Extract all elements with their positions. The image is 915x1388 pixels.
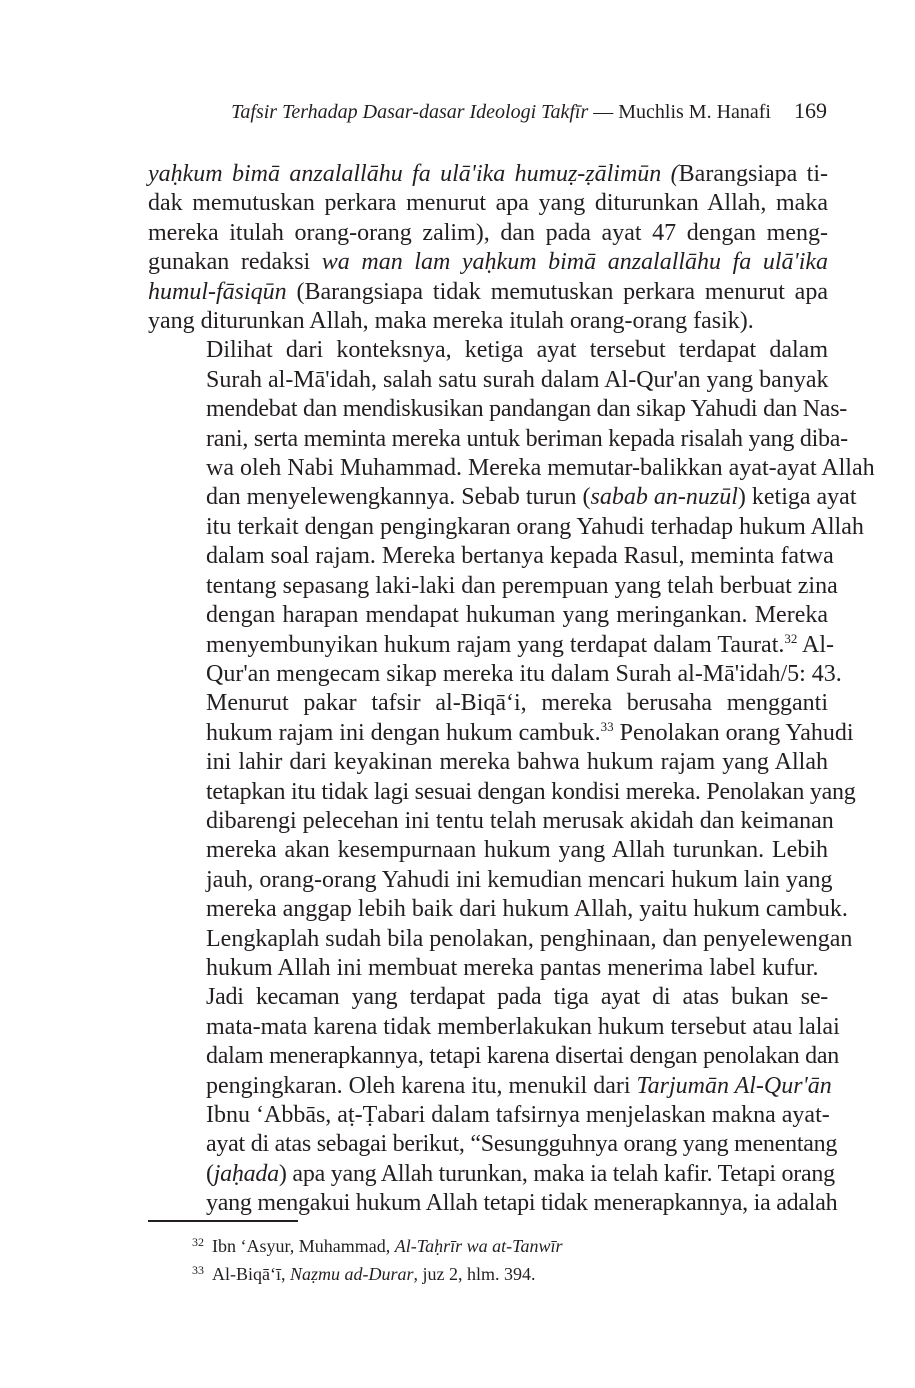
- footnote-number: 32: [192, 1235, 204, 1249]
- text-line: [148, 160, 828, 189]
- text-run: , juz 2, hlm. 394.: [413, 1264, 536, 1284]
- text-run: Dilihat dari konteksnya, ketiga ayat tersebut terdapat dalam: [206, 337, 828, 364]
- text-run: dengan harapan mendapat hukuman yang meringankan. Mereka: [206, 602, 828, 629]
- text-run: mereka anggap lebih baik dari hukum Allah, yaitu hukum cambuk.: [206, 896, 848, 923]
- text-line: [148, 1072, 832, 1101]
- running-head: [148, 98, 827, 124]
- text-run: dalam soal rajam. Mereka bertanya kepada Rasul, meminta fatwa: [206, 543, 834, 570]
- italic-text: wa man lam yaḥkum bimā anzalallāhu fa ulā'ika: [321, 249, 829, 276]
- text-run: ini lahir dari keyakinan mereka bahwa hukum rajam yang Allah: [206, 749, 828, 776]
- text-run: (: [206, 1160, 214, 1187]
- text-line: [148, 219, 828, 248]
- text-line: [148, 1160, 835, 1189]
- text-run: Al-: [797, 631, 835, 658]
- italic-text: Al-Taḥrīr wa at-Tanwīr: [394, 1236, 563, 1256]
- footnote-reference: 33: [600, 718, 614, 734]
- text-run: hukum rajam ini dengan hukum cambuk.: [206, 719, 601, 746]
- italic-text: humul-fāsiqūn: [148, 278, 287, 305]
- text-run: pengingkaran. Oleh karena itu, menukil dari: [206, 1072, 637, 1099]
- text-run: yang diturunkan Allah, maka mereka itulah orang-orang fasik).: [148, 308, 754, 335]
- text-run: rani, serta meminta mereka untuk beriman kepada risalah yang diba-: [206, 425, 848, 452]
- text-run: ) apa yang Allah turunkan, maka ia telah kafir. Tetapi orang: [278, 1160, 835, 1187]
- paragraph: [148, 983, 840, 1218]
- italic-text: yaḥkum bimā anzalallāhu fa ulā'ika humuẓ-ẓālimūn (: [148, 161, 679, 187]
- text-line: [148, 1101, 828, 1130]
- paragraph: [148, 336, 875, 689]
- page-number: 169: [794, 98, 827, 123]
- text-run: dibarengi pelecehan ini tentu telah merusak akidah dan keimanan: [206, 807, 834, 834]
- text-line: [148, 542, 834, 571]
- text-line: [148, 1130, 838, 1159]
- book-title: Tafsir Terhadap Dasar-dasar Ideologi Takfīr: [231, 101, 589, 123]
- text-line: [148, 189, 828, 218]
- text-run: dan menyelewengkannya. Sebab turun (: [206, 484, 591, 511]
- text-run: ayat di atas sebagai berikut, “Sesungguhnya orang yang menentang: [206, 1131, 838, 1158]
- text-run: Ibn ‘Asyur, Muhammad,: [212, 1236, 395, 1256]
- text-line: [148, 307, 828, 336]
- footnote: [192, 1258, 563, 1286]
- text-line: [148, 395, 848, 424]
- footnote: [192, 1230, 563, 1258]
- text-line: [148, 748, 828, 777]
- body-text: [148, 160, 875, 1219]
- text-run: wa oleh Nabi Muhammad. Mereka memutar-balikkan ayat-ayat Allah: [206, 455, 875, 482]
- text-line: [148, 866, 833, 895]
- text-run: Menurut pakar tafsir al-Biqā‘i, mereka berusaha mengganti: [206, 690, 828, 717]
- text-line: [148, 689, 828, 718]
- text-line: [148, 778, 856, 807]
- text-line: [148, 895, 848, 924]
- text-run: Barangsiapa ti-: [678, 161, 828, 187]
- text-line: [148, 454, 875, 483]
- text-line: [148, 807, 834, 836]
- footnote-separator: [148, 1220, 298, 1222]
- footnote-number: 33: [192, 1263, 204, 1277]
- paragraph: [148, 160, 828, 336]
- italic-text: sabab an-nuzūl: [590, 484, 738, 511]
- text-line: [148, 954, 828, 983]
- text-run: mereka itulah orang-orang zalim), dan pada ayat 47 dengan meng-: [148, 219, 828, 246]
- italic-text: Tarjumān Al-Qur'ān: [636, 1072, 832, 1099]
- paragraph: [148, 689, 856, 983]
- text-line: [148, 248, 828, 277]
- text-run: mendebat dan mendiskusikan pandangan dan sikap Yahudi dan Nas-: [206, 396, 848, 423]
- text-run: jauh, orang-orang Yahudi ini kemudian mencari hukum lain yang: [206, 866, 833, 893]
- text-run: gunakan redaksi: [148, 249, 322, 276]
- text-line: [148, 601, 828, 630]
- text-run: menyembunyikan hukum rajam yang terdapat dalam Taurat.: [206, 631, 785, 658]
- text-run: tetapkan itu tidak lagi sesuai dengan kondisi mereka. Penolakan yang: [206, 778, 856, 805]
- text-line: [148, 1013, 840, 1042]
- text-line: [148, 718, 854, 748]
- text-run: Al-Biqā‘ī,: [212, 1264, 290, 1284]
- text-line: [148, 836, 828, 865]
- text-run: dalam menerapkannya, tetapi karena disertai dengan penolakan dan: [206, 1043, 840, 1070]
- text-run: hukum Allah ini membuat mereka pantas menerima label kufur.: [206, 954, 819, 981]
- author-name: — Muchlis M. Hanafi: [593, 101, 771, 123]
- text-run: yang mengakui hukum Allah tetapi tidak menerapkannya, ia adalah: [206, 1190, 838, 1217]
- text-run: mata-mata karena tidak memberlakukan hukum tersebut atau lalai: [206, 1013, 840, 1040]
- text-line: [148, 1042, 840, 1071]
- text-run: Qur'an mengecam sikap mereka itu dalam Surah al-Mā'idah/5: 43.: [206, 660, 842, 687]
- text-run: (Barangsiapa tidak memutuskan perkara menurut apa: [286, 278, 828, 305]
- footnote-reference: 32: [784, 630, 798, 646]
- text-run: Ibnu ‘Abbās, aṭ-Ṭabari dalam tafsirnya menjelaskan makna ayat-: [206, 1102, 830, 1128]
- text-run: Jadi kecaman yang terdapat pada tiga ayat di atas bukan se-: [206, 984, 828, 1011]
- text-line: [148, 336, 828, 365]
- text-run: Surah al-Mā'idah, salah satu surah dalam Al-Qur'an yang banyak: [206, 366, 829, 393]
- footnotes: [192, 1230, 563, 1286]
- text-run: tentang sepasang laki-laki dan perempuan yang telah berbuat zina: [206, 572, 838, 599]
- text-line: [148, 572, 838, 601]
- text-line: [148, 483, 857, 512]
- text-line: [148, 925, 853, 954]
- text-run: Penolakan orang Yahudi: [613, 719, 854, 746]
- text-line: [148, 630, 835, 660]
- text-run: mereka akan kesempurnaan hukum yang Allah turunkan. Lebih: [206, 837, 828, 864]
- italic-text: Naẓmu ad-Durar: [290, 1264, 414, 1284]
- text-line: [148, 278, 828, 307]
- text-line: [148, 425, 848, 454]
- text-run: Lengkaplah sudah bila penolakan, penghinaan, dan penyelewengan: [206, 925, 853, 952]
- text-run: dak memutuskan perkara menurut apa yang diturunkan Allah, maka: [148, 190, 828, 217]
- text-line: [148, 660, 842, 689]
- text-line: [148, 1189, 838, 1218]
- text-line: [148, 513, 864, 542]
- text-line: [148, 366, 828, 395]
- text-line: [148, 983, 828, 1012]
- text-run: itu terkait dengan pengingkaran orang Yahudi terhadap hukum Allah: [206, 513, 864, 540]
- italic-text: jaḥada: [213, 1160, 279, 1187]
- text-run: ) ketiga ayat: [737, 484, 857, 511]
